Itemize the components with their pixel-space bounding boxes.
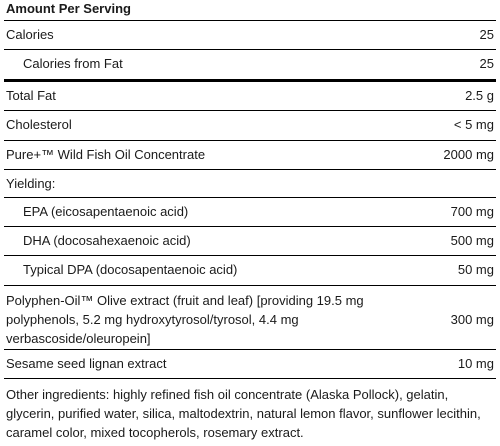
row-label: Pure+™ Wild Fish Oil Concentrate <box>6 147 206 162</box>
row-total-fat <box>4 82 496 111</box>
row-fish-oil-concentrate <box>4 141 496 170</box>
row-olive-extract <box>4 286 496 350</box>
row-dpa <box>4 256 496 286</box>
row-yielding <box>4 170 496 198</box>
row-cholesterol <box>4 111 496 141</box>
row-calories-from-fat <box>4 50 496 82</box>
row-label: Typical DPA (docosapentaenoic acid) <box>23 262 238 277</box>
row-value: 25 <box>479 56 494 71</box>
row-label: Calories <box>6 27 54 42</box>
row-label: DHA (docosahexaenoic acid) <box>23 233 191 248</box>
row-value: 25 <box>479 27 494 42</box>
row-dha <box>4 227 496 256</box>
row-label: Calories from Fat <box>23 56 123 71</box>
row-value: 300 mg <box>450 312 494 327</box>
row-calories <box>4 21 496 50</box>
row-epa <box>4 198 496 227</box>
row-label: Cholesterol <box>6 117 72 132</box>
row-label: Sesame seed lignan extract <box>6 356 167 371</box>
row-label: Polyphen-Oil™ Olive extract (fruit and leaf) [providing 19.5 mg polyphenols, 5.2 mg hydroxytyrosol/tyrosol, 4.4 mg verbascoside/oleuropein] <box>6 293 364 346</box>
row-label: Yielding: <box>6 176 56 191</box>
row-label: Total Fat <box>6 88 56 103</box>
row-value: 700 mg <box>450 204 494 219</box>
row-value: 500 mg <box>450 233 494 248</box>
other-ingredients: Other ingredients: highly refined fish oil concentrate (Alaska Pollock), gelatin, glycerin, purified water, silica, maltodextrin, natural lemon flavor, sunflower lecithin, caramel color, mixed tocopherols, rosemary extract. <box>6 387 481 440</box>
row-value: 2000 mg <box>443 147 494 162</box>
row-sesame-lignan <box>4 350 496 379</box>
row-label: EPA (eicosapentaenoic acid) <box>23 204 189 219</box>
amount-per-serving-header: Amount Per Serving <box>4 0 496 21</box>
row-value: 2.5 g <box>465 88 494 103</box>
row-value: < 5 mg <box>453 117 494 132</box>
row-value: 50 mg <box>457 262 494 277</box>
row-value: 10 mg <box>457 356 494 371</box>
